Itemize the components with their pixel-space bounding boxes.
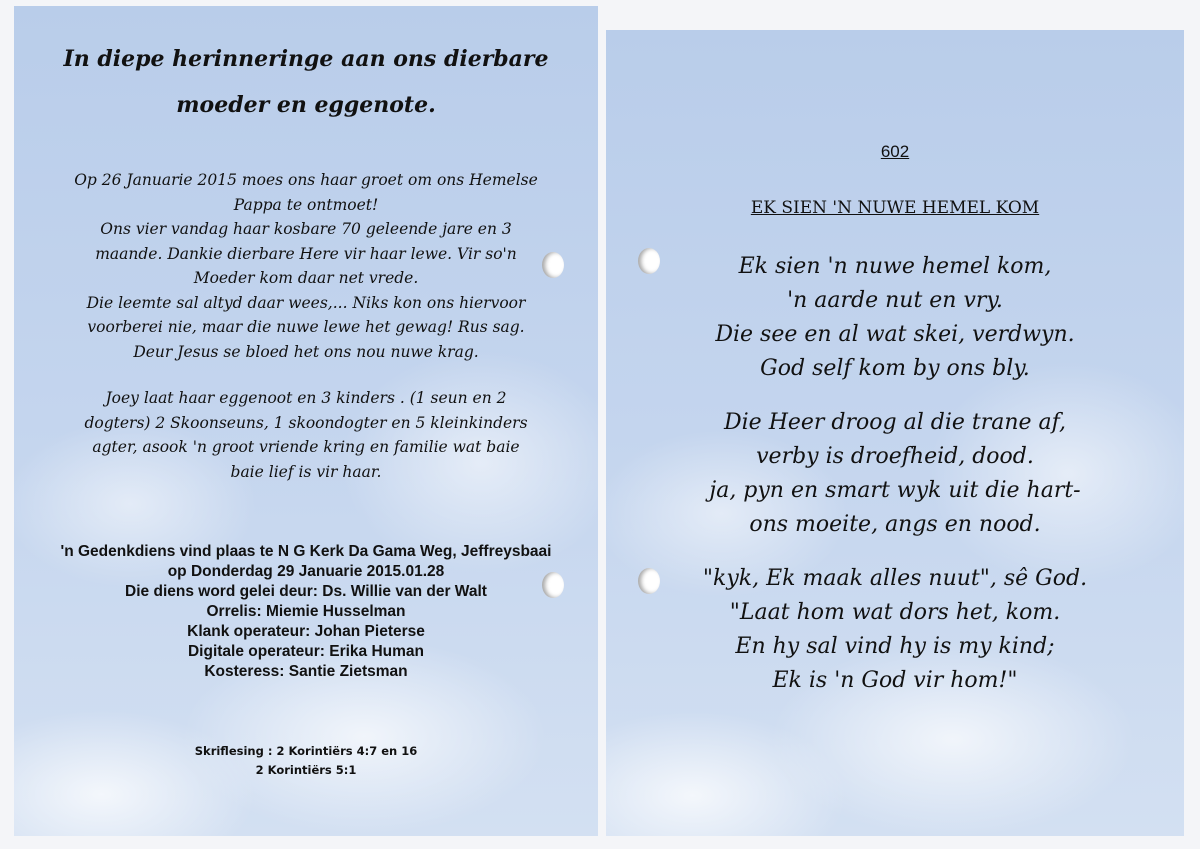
hymn-number: 602 [880, 142, 910, 161]
verse-line: Ek sien 'n nuwe hemel kom, [738, 254, 1052, 279]
verse-line: God self kom by ons bly. [760, 356, 1030, 381]
punch-hole [638, 568, 660, 594]
text-line: Op 26 Januarie 2015 moes ons haar groet om ons Hemelse [74, 171, 538, 189]
punch-hole [542, 572, 564, 598]
text-line: voorberei nie, maar die nuwe lewe het gewag! Rus sag. [87, 318, 525, 336]
service-details [14, 542, 598, 682]
left-page [14, 6, 598, 836]
text-line: Ons vier vandag haar kosbare 70 geleende jare en 3 [100, 220, 512, 238]
verse-line: Die Heer droog al die trane af, [724, 410, 1066, 435]
service-line: Digitale operateur: Erika Human [187, 643, 424, 660]
memorial-paragraph [14, 168, 598, 364]
text-line: Moeder kom daar net vrede. [193, 269, 419, 287]
hymn-verse [606, 562, 1184, 698]
text-line: baie lief is vir haar. [230, 462, 382, 481]
memorial-paragraph [14, 386, 598, 484]
verse-line: verby is droefheid, dood. [756, 444, 1034, 469]
punch-hole [638, 248, 660, 274]
title-line: moeder en eggenote. [176, 92, 436, 118]
text-line: dogters) 2 Skoonseuns, 1 skoondogter en 5 kleinkinders [84, 413, 528, 432]
text-line: Deur Jesus se bloed het ons nou nuwe krag. [133, 342, 479, 361]
text-line: Pappa te ontmoet! [233, 195, 379, 214]
service-line: Kosteress: Santie Zietsman [204, 663, 408, 680]
memorial-title [14, 36, 598, 128]
verse-line: ja, pyn en smart wyk uit die hart- [709, 478, 1081, 503]
hymn-title: EK SIEN 'N NUWE HEMEL KOM [750, 198, 1040, 218]
service-line: Klank operateur: Johan Pieterse [187, 623, 425, 640]
punch-hole [542, 252, 564, 278]
service-line: 'n Gedenkdiens vind plaas te N G Kerk Da Gama Weg, Jeffreysbaai [60, 543, 552, 560]
text-line: maande. Dankie dierbare Here vir haar lewe. Vir so'n [95, 244, 517, 263]
scripture-reading [14, 742, 598, 780]
reading-line: 2 Korintiërs 5:1 [255, 763, 357, 777]
verse-line: En hy sal vind hy is my kind; [735, 634, 1055, 659]
text-line: agter, asook 'n groot vriende kring en familie wat baie [92, 438, 520, 456]
hymn-verse [606, 406, 1184, 542]
verse-line: ons moeite, angs en nood. [749, 512, 1041, 537]
service-line: op Donderdag 29 Januarie 2015.01.28 [167, 563, 445, 580]
verse-line: "kyk, Ek maak alles nuut", sê God. [702, 566, 1088, 591]
verse-line: 'n aarde nut en vry. [787, 288, 1003, 313]
text-line: Die leemte sal altyd daar wees,... Niks kon ons hiervoor [86, 293, 526, 312]
memorial-text [14, 168, 598, 506]
text-line: Joey laat haar eggenoot en 3 kinders . (1 seun en 2 [105, 389, 507, 407]
service-line: Die diens word gelei deur: Ds. Willie van der Walt [125, 583, 487, 600]
title-line: In diepe herinneringe aan ons dierbare [63, 46, 549, 72]
hymn-verse [606, 250, 1184, 386]
verse-line: Die see en al wat skei, verdwyn. [715, 322, 1075, 347]
reading-line: Skriflesing : 2 Korintiërs 4:7 en 16 [194, 744, 418, 758]
service-line: Orrelis: Miemie Husselman [206, 603, 406, 620]
right-page [606, 30, 1184, 836]
verse-line: "Laat hom wat dors het, kom. [729, 600, 1061, 625]
verse-line: Ek is 'n God vir hom!" [772, 668, 1018, 693]
